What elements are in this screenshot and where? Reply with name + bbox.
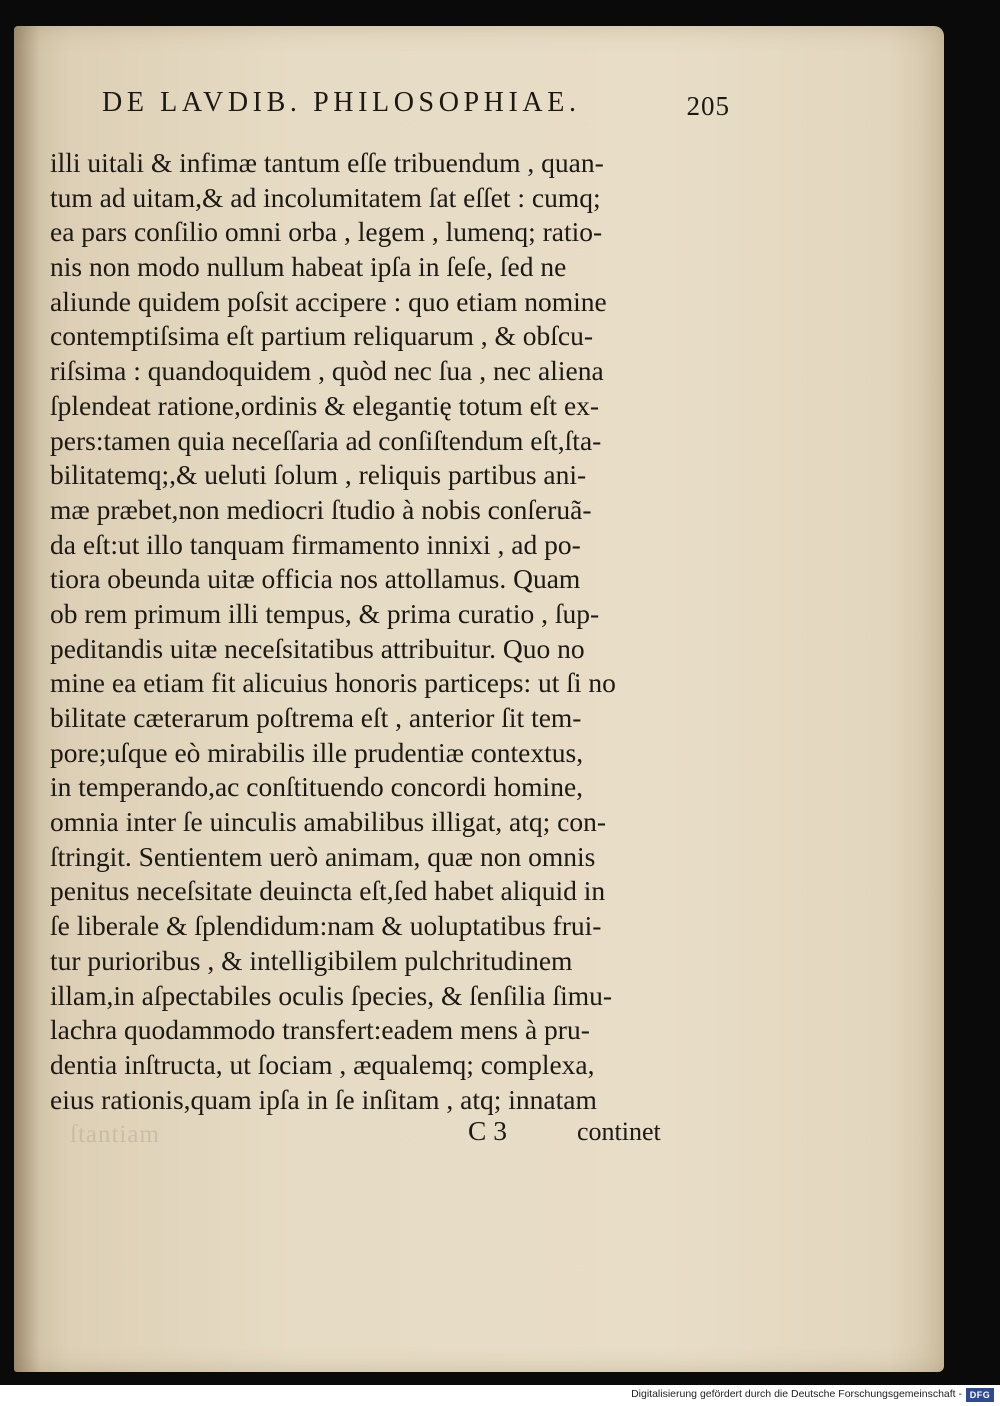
- text-line: aliunde quidem poſsit accipere : quo etiam nomine: [50, 285, 607, 317]
- body-text: [50, 146, 690, 1117]
- text-line: eius rationis,quam ipſa in ſe inſitam , atq; innatam: [50, 1083, 597, 1115]
- text-line: ſplendeat ratione,ordinis & elegantię totum eſt ex-: [50, 389, 600, 421]
- text-line: tiora obeunda uitæ officia nos attollamus. Quam: [50, 563, 581, 595]
- text-line: tur purioribus , & intelligibilem pulchritudinem: [50, 944, 573, 976]
- text-line: pore;uſque eò mirabilis ille prudentiæ contextus,: [50, 736, 584, 768]
- bleedthrough-text: ſtantiam: [70, 1121, 160, 1148]
- text-line: mine ea etiam fit alicuius honoris particeps: ut ſi no: [50, 667, 616, 699]
- text-line: pers:tamen quia neceſſaria ad conſiſtendum eſt,ſta-: [50, 424, 602, 456]
- text-line: ſtringit. Sentientem uerò animam, quæ non omnis: [50, 840, 596, 872]
- text-line: bilitatemq;,& ueluti ſolum , reliquis partibus ani-: [50, 459, 587, 491]
- page-number: 205: [686, 91, 730, 121]
- text-line: dentia inſtructa, ut ſociam , æqualemq; complexa,: [50, 1048, 595, 1080]
- text-line: da eſt:ut illo tanquam firmamento innixi , ad po-: [50, 528, 581, 560]
- text-line: peditandis uitæ neceſsitatibus attribuitur. Quo no: [50, 632, 585, 664]
- text-line: penitus neceſsitate deuincta eſt,ſed habet aliquid in: [50, 875, 606, 907]
- text-line: illi uitali & infimæ tantum eſſe tribuendum , quan-: [50, 147, 604, 178]
- text-line: illam,in aſpectabiles oculis ſpecies, & ſenſilia ſimu-: [50, 979, 613, 1011]
- text-line: riſsima : quandoquidem , quòd nec ſua , nec aliena: [50, 355, 604, 387]
- text-line: contemptiſsima eſt partium reliquarum , & obſcu-: [50, 320, 593, 352]
- text-line: in temperando,ac conſtituendo concordi homine,: [50, 771, 584, 803]
- text-line: tum ad uitam,& ad incolumitatem ſat eſſet : cumq;: [50, 181, 601, 213]
- running-head: DE LAVDIB. PHILOSOPHIAE.: [102, 87, 581, 118]
- text-line: ſe liberale & ſplendidum:nam & uoluptatibus frui-: [50, 910, 602, 942]
- signature-mark: C 3: [468, 1115, 507, 1146]
- gutter-shadow: [14, 26, 40, 1372]
- text-line: ob rem primum illi tempus, & prima curatio , ſup-: [50, 597, 600, 629]
- footer-bar: [0, 1385, 1000, 1406]
- text-line: omnia inter ſe uinculis amabilibus illigat, atq; con-: [50, 806, 606, 838]
- funding-credit: Digitalisierung gefördert durch die Deutsche Forschungsgemeinschaft -: [631, 1388, 962, 1400]
- text-line: mæ præbet,non mediocri ſtudio à nobis conſeruã-: [50, 493, 592, 525]
- dfg-logo: DFG: [966, 1388, 994, 1402]
- text-line: nis non modo nullum habeat ipſa in ſeſe, ſed ne: [50, 251, 567, 283]
- text-line: lachra quodammodo transfert:eadem mens à pru-: [50, 1014, 590, 1046]
- text-line: bilitate cæterarum poſtrema eſt , anterior ſit tem-: [50, 702, 582, 733]
- catchword: continet: [577, 1117, 661, 1146]
- page-header: [102, 87, 742, 131]
- text-line: ea pars conſilio omni orba , legem , lumenq; ratio-: [50, 216, 603, 248]
